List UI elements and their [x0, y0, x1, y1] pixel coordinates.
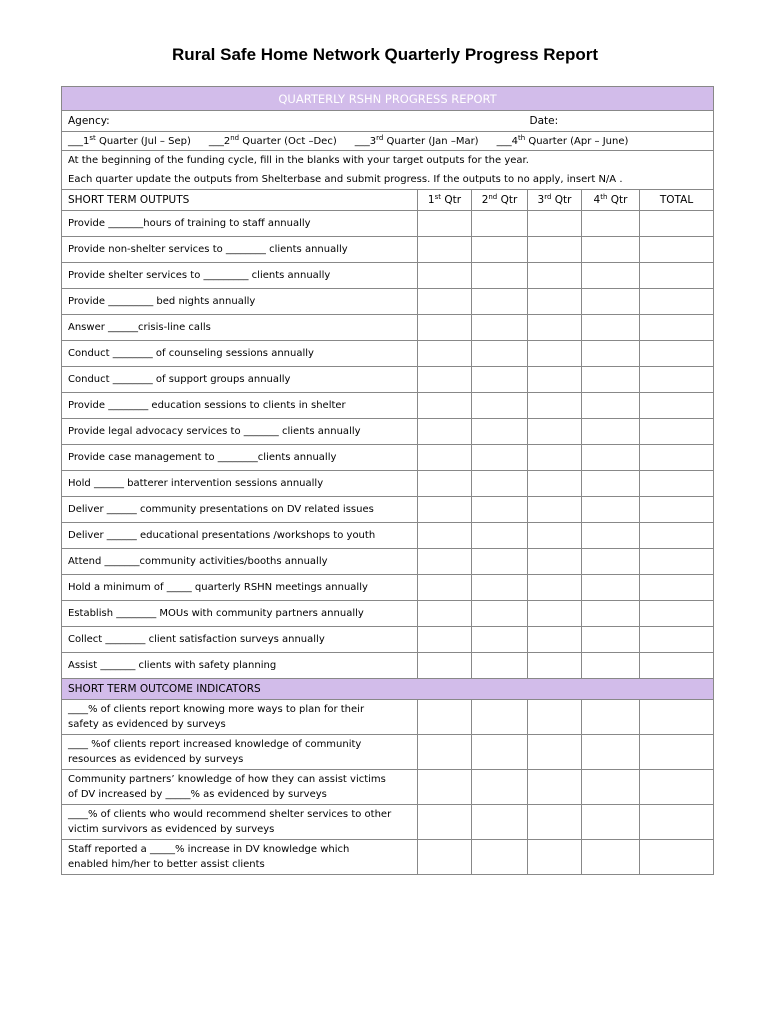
- entry-cell-2[interactable]: [472, 549, 528, 575]
- quarter-number: ___4: [496, 135, 518, 147]
- quarter-option-2[interactable]: [208, 133, 337, 147]
- entry-cell-4[interactable]: [582, 497, 640, 523]
- entry-cell-3[interactable]: [528, 289, 582, 315]
- entry-cell-5[interactable]: [640, 805, 714, 840]
- entry-cell-2[interactable]: [472, 367, 528, 393]
- row-label: Provide case management to ________clients annually: [62, 445, 418, 471]
- entry-cell-5[interactable]: [640, 341, 714, 367]
- quarter-range: Quarter (Jul – Sep): [95, 135, 191, 147]
- column-number: TOTAL: [659, 194, 694, 206]
- entry-cell-2[interactable]: [472, 627, 528, 653]
- entry-cell-5[interactable]: [640, 419, 714, 445]
- output-row: [62, 341, 714, 367]
- entry-cell-3[interactable]: [528, 700, 582, 735]
- row-label: Conduct ________ of support groups annually: [62, 367, 418, 393]
- entry-cell-4[interactable]: [582, 315, 640, 341]
- output-row: [62, 523, 714, 549]
- output-row: [62, 575, 714, 601]
- entry-cell-3[interactable]: [528, 770, 582, 805]
- outcome-line: Staff reported a _____% increase in DV knowledge which: [68, 844, 350, 855]
- entry-cell-3[interactable]: [528, 497, 582, 523]
- entry-cell-3[interactable]: [528, 211, 582, 237]
- entry-cell-5[interactable]: [640, 445, 714, 471]
- entry-cell-5[interactable]: [640, 315, 714, 341]
- entry-cell-5[interactable]: [640, 471, 714, 497]
- row-label: [62, 805, 418, 840]
- entry-cell-3[interactable]: [528, 315, 582, 341]
- entry-cell-4[interactable]: [582, 367, 640, 393]
- entry-cell-3[interactable]: [528, 471, 582, 497]
- entry-cell-4[interactable]: [582, 575, 640, 601]
- entry-cell-2[interactable]: [472, 575, 528, 601]
- entry-cell-5[interactable]: [640, 700, 714, 735]
- entry-cell-5[interactable]: [640, 770, 714, 805]
- entry-cell-2[interactable]: [472, 700, 528, 735]
- entry-cell-4[interactable]: [582, 770, 640, 805]
- entry-cell-5[interactable]: [640, 523, 714, 549]
- entry-cell-2[interactable]: [472, 497, 528, 523]
- quarter-suffix: rd: [376, 133, 384, 142]
- outcome-line: ____% of clients report knowing more ways to plan for their: [68, 704, 365, 715]
- entry-cell-2[interactable]: [472, 211, 528, 237]
- entry-cell-4[interactable]: [582, 601, 640, 627]
- outcome-line: ____% of clients who would recommend shelter services to other: [68, 809, 392, 820]
- outcome-row: [62, 735, 714, 770]
- progress-table: [61, 86, 714, 875]
- entry-cell-1[interactable]: [418, 653, 472, 679]
- entry-cell-5[interactable]: [640, 237, 714, 263]
- output-row: [62, 419, 714, 445]
- output-row: [62, 393, 714, 419]
- column-header-4: [582, 190, 640, 211]
- instruction-line: Each quarter update the outputs from Shelterbase and submit progress. If the outputs to no apply, insert N/A .: [68, 174, 623, 185]
- entry-cell-3[interactable]: [528, 237, 582, 263]
- entry-cell-4[interactable]: [582, 393, 640, 419]
- entry-cell-3[interactable]: [528, 805, 582, 840]
- output-row: [62, 445, 714, 471]
- entry-cell-3[interactable]: [528, 419, 582, 445]
- entry-cell-5[interactable]: [640, 289, 714, 315]
- entry-cell-1[interactable]: [418, 211, 472, 237]
- output-row: [62, 471, 714, 497]
- entry-cell-2[interactable]: [472, 653, 528, 679]
- column-suffix: rd: [544, 193, 552, 201]
- entry-cell-2[interactable]: [472, 263, 528, 289]
- column-unit: Qtr: [607, 194, 628, 206]
- quarter-option-3[interactable]: [354, 133, 479, 147]
- quarter-range: Quarter (Apr – June): [525, 135, 629, 147]
- row-label: [62, 840, 418, 875]
- entry-cell-2[interactable]: [472, 445, 528, 471]
- column-suffix: st: [434, 193, 442, 201]
- entry-cell-3[interactable]: [528, 627, 582, 653]
- row-label: [62, 700, 418, 735]
- entry-cell-4[interactable]: [582, 211, 640, 237]
- short-term-outcomes-heading: SHORT TERM OUTCOME INDICATORS: [62, 679, 714, 700]
- date-label: Date:: [529, 115, 559, 127]
- entry-cell-1[interactable]: [418, 341, 472, 367]
- column-number: 1: [427, 194, 435, 206]
- entry-cell-1[interactable]: [418, 549, 472, 575]
- quarter-range: Quarter (Oct –Dec): [239, 135, 337, 147]
- outcome-line: victim survivors as evidenced by surveys: [68, 824, 275, 835]
- column-header-3: [528, 190, 582, 211]
- entry-cell-4[interactable]: [582, 341, 640, 367]
- row-label: [62, 770, 418, 805]
- entry-cell-2[interactable]: [472, 341, 528, 367]
- entry-cell-5[interactable]: [640, 575, 714, 601]
- entry-cell-5[interactable]: [640, 549, 714, 575]
- row-label: Provide legal advocacy services to _______ clients annually: [62, 419, 418, 445]
- entry-cell-3[interactable]: [528, 735, 582, 770]
- row-label: Conduct ________ of counseling sessions annually: [62, 341, 418, 367]
- column-number: 2: [481, 194, 489, 206]
- row-label: Deliver ______ community presentations on DV related issues: [62, 497, 418, 523]
- output-row: [62, 237, 714, 263]
- entry-cell-5[interactable]: [640, 601, 714, 627]
- quarter-range: Quarter (Jan –Mar): [383, 135, 479, 147]
- output-row: [62, 315, 714, 341]
- entry-cell-3[interactable]: [528, 575, 582, 601]
- entry-cell-4[interactable]: [582, 523, 640, 549]
- outcome-row: [62, 805, 714, 840]
- entry-cell-3[interactable]: [528, 341, 582, 367]
- entry-cell-4[interactable]: [582, 653, 640, 679]
- output-row: [62, 653, 714, 679]
- entry-cell-5[interactable]: [640, 367, 714, 393]
- quarter-number: ___3: [354, 135, 377, 147]
- column-unit: Qtr: [441, 194, 462, 206]
- entry-cell-1[interactable]: [418, 497, 472, 523]
- row-label: Provide _________ bed nights annually: [62, 289, 418, 315]
- output-row: [62, 601, 714, 627]
- row-label: Provide ________ education sessions to clients in shelter: [62, 393, 418, 419]
- entry-cell-3[interactable]: [528, 445, 582, 471]
- column-suffix: th: [600, 193, 608, 201]
- entry-cell-3[interactable]: [528, 263, 582, 289]
- row-label: Hold a minimum of _____ quarterly RSHN meetings annually: [62, 575, 418, 601]
- entry-cell-2[interactable]: [472, 523, 528, 549]
- entry-cell-4[interactable]: [582, 237, 640, 263]
- column-header-5: [640, 190, 714, 211]
- quarter-suffix: th: [517, 133, 526, 142]
- row-label: Establish ________ MOUs with community partners annually: [62, 601, 418, 627]
- entry-cell-2[interactable]: [472, 770, 528, 805]
- output-row: [62, 263, 714, 289]
- entry-cell-2[interactable]: [472, 735, 528, 770]
- row-label: Collect ________ client satisfaction surveys annually: [62, 627, 418, 653]
- row-label: Answer ______crisis-line calls: [62, 315, 418, 341]
- instructions: [62, 151, 714, 190]
- entry-cell-2[interactable]: [472, 601, 528, 627]
- outcome-row: [62, 840, 714, 875]
- output-row: [62, 549, 714, 575]
- entry-cell-3[interactable]: [528, 549, 582, 575]
- entry-cell-1[interactable]: [418, 315, 472, 341]
- row-label: Deliver ______ educational presentations /workshops to youth: [62, 523, 418, 549]
- entry-cell-2[interactable]: [472, 419, 528, 445]
- report-band-header: QUARTERLY RSHN PROGRESS REPORT: [62, 87, 714, 111]
- entry-cell-5[interactable]: [640, 627, 714, 653]
- report-form: [61, 86, 713, 875]
- entry-cell-1[interactable]: [418, 263, 472, 289]
- column-suffix: nd: [488, 193, 498, 201]
- row-label: Provide shelter services to _________ clients annually: [62, 263, 418, 289]
- entry-cell-5[interactable]: [640, 653, 714, 679]
- output-row: [62, 627, 714, 653]
- entry-cell-4[interactable]: [582, 263, 640, 289]
- output-row: [62, 497, 714, 523]
- agency-label: Agency:: [68, 115, 110, 127]
- entry-cell-2[interactable]: [472, 840, 528, 875]
- quarter-option-4[interactable]: [496, 133, 629, 147]
- row-label: Provide _______hours of training to staff annually: [62, 211, 418, 237]
- outcome-row: [62, 770, 714, 805]
- entry-cell-4[interactable]: [582, 289, 640, 315]
- entry-cell-1[interactable]: [418, 735, 472, 770]
- entry-cell-2[interactable]: [472, 805, 528, 840]
- entry-cell-1[interactable]: [418, 237, 472, 263]
- entry-cell-1[interactable]: [418, 575, 472, 601]
- entry-cell-1[interactable]: [418, 471, 472, 497]
- short-term-outputs-heading: SHORT TERM OUTPUTS: [62, 190, 418, 211]
- entry-cell-1[interactable]: [418, 700, 472, 735]
- entry-cell-4[interactable]: [582, 627, 640, 653]
- entry-cell-1[interactable]: [418, 393, 472, 419]
- row-label: Provide non-shelter services to ________ clients annually: [62, 237, 418, 263]
- entry-cell-4[interactable]: [582, 805, 640, 840]
- quarter-suffix: nd: [230, 133, 240, 142]
- column-number: 4: [593, 194, 601, 206]
- output-row: [62, 367, 714, 393]
- entry-cell-3[interactable]: [528, 653, 582, 679]
- entry-cell-3[interactable]: [528, 367, 582, 393]
- entry-cell-5[interactable]: [640, 393, 714, 419]
- column-header-1: [418, 190, 472, 211]
- entry-cell-1[interactable]: [418, 289, 472, 315]
- instruction-line: At the beginning of the funding cycle, fill in the blanks with your target outputs for the year.: [68, 155, 529, 166]
- entry-cell-1[interactable]: [418, 523, 472, 549]
- row-label: Attend _______community activities/booths annually: [62, 549, 418, 575]
- entry-cell-2[interactable]: [472, 289, 528, 315]
- column-header-2: [472, 190, 528, 211]
- quarter-number: ___1: [68, 135, 90, 147]
- entry-cell-2[interactable]: [472, 237, 528, 263]
- outcome-line: Community partners’ knowledge of how they can assist victims: [68, 774, 386, 785]
- entry-cell-1[interactable]: [418, 445, 472, 471]
- output-row: [62, 289, 714, 315]
- entry-cell-1[interactable]: [418, 770, 472, 805]
- column-unit: Qtr: [497, 194, 518, 206]
- entry-cell-1[interactable]: [418, 840, 472, 875]
- entry-cell-5[interactable]: [640, 735, 714, 770]
- column-number: 3: [537, 194, 545, 206]
- entry-cell-5[interactable]: [640, 497, 714, 523]
- quarter-selector: [62, 132, 714, 151]
- row-label: Assist _______ clients with safety planning: [62, 653, 418, 679]
- date-field[interactable]: [528, 111, 714, 132]
- entry-cell-4[interactable]: [582, 419, 640, 445]
- quarter-number: ___2: [208, 135, 231, 147]
- entry-cell-3[interactable]: [528, 840, 582, 875]
- entry-cell-1[interactable]: [418, 805, 472, 840]
- row-label: [62, 735, 418, 770]
- entry-cell-1[interactable]: [418, 419, 472, 445]
- agency-field[interactable]: [62, 111, 528, 132]
- quarter-suffix: st: [89, 133, 96, 142]
- entry-cell-1[interactable]: [418, 367, 472, 393]
- entry-cell-2[interactable]: [472, 471, 528, 497]
- entry-cell-4[interactable]: [582, 735, 640, 770]
- outcome-line: enabled him/her to better assist clients: [68, 859, 265, 870]
- entry-cell-5[interactable]: [640, 840, 714, 875]
- output-row: [62, 211, 714, 237]
- row-label: Hold ______ batterer intervention sessions annually: [62, 471, 418, 497]
- page-title: Rural Safe Home Network Quarterly Progress Report: [171, 45, 599, 64]
- entry-cell-4[interactable]: [582, 445, 640, 471]
- entry-cell-1[interactable]: [418, 627, 472, 653]
- entry-cell-3[interactable]: [528, 523, 582, 549]
- entry-cell-2[interactable]: [472, 393, 528, 419]
- entry-cell-5[interactable]: [640, 263, 714, 289]
- entry-cell-4[interactable]: [582, 840, 640, 875]
- entry-cell-3[interactable]: [528, 393, 582, 419]
- outcome-row: [62, 700, 714, 735]
- entry-cell-2[interactable]: [472, 315, 528, 341]
- outcome-line: of DV increased by _____% as evidenced by surveys: [68, 789, 327, 800]
- column-unit: Qtr: [551, 194, 572, 206]
- outcome-line: ____ %of clients report increased knowledge of community: [68, 739, 362, 750]
- quarter-option-1[interactable]: [68, 133, 191, 147]
- entry-cell-4[interactable]: [582, 549, 640, 575]
- outcome-line: safety as evidenced by surveys: [68, 719, 226, 730]
- entry-cell-4[interactable]: [582, 471, 640, 497]
- entry-cell-1[interactable]: [418, 601, 472, 627]
- entry-cell-3[interactable]: [528, 601, 582, 627]
- entry-cell-5[interactable]: [640, 211, 714, 237]
- outcome-line: resources as evidenced by surveys: [68, 754, 244, 765]
- entry-cell-4[interactable]: [582, 700, 640, 735]
